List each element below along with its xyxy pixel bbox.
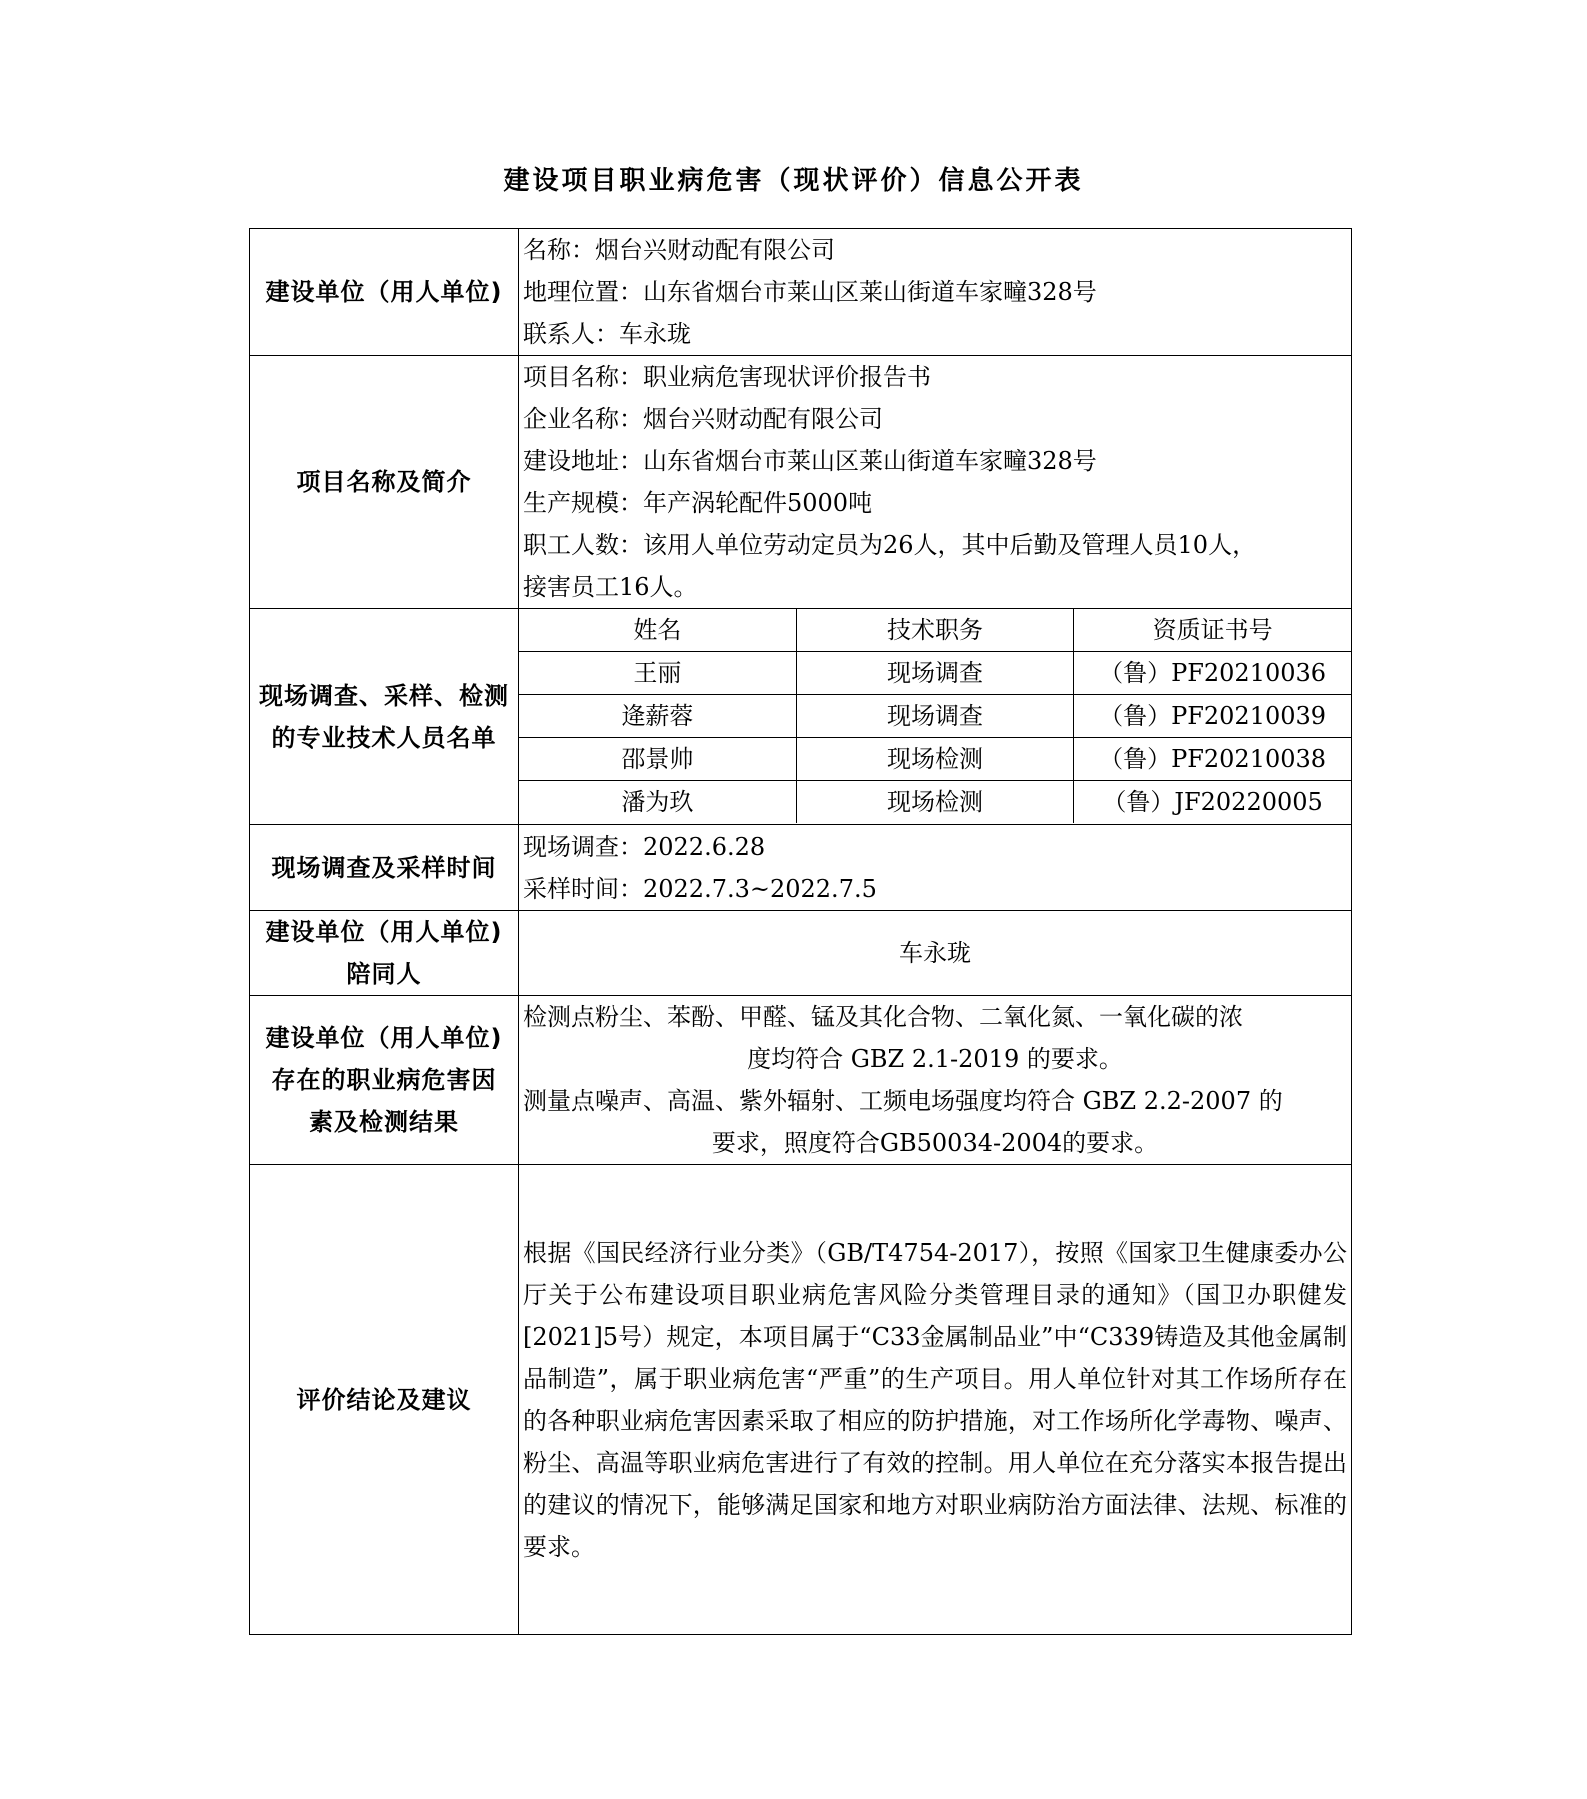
project-info bbox=[519, 356, 1352, 609]
staff-table-cell bbox=[519, 609, 1352, 825]
staff-certificate: （鲁）PF20210039 bbox=[1074, 695, 1351, 738]
table-row bbox=[519, 738, 1351, 781]
staff-certificate: （鲁）JF20220005 bbox=[1074, 781, 1351, 824]
staff-name: 潘为玖 bbox=[519, 781, 796, 824]
label-staff bbox=[250, 609, 519, 825]
build-address-line: 建设地址：山东省烟台市莱山区莱山街道车家疃328号 bbox=[523, 447, 1097, 475]
label-construction-unit: 建设单位（用人单位) bbox=[250, 229, 519, 356]
row-survey-time bbox=[250, 825, 1352, 911]
label-conclusion: 评价结论及建议 bbox=[250, 1165, 519, 1635]
staff-name: 邵景帅 bbox=[519, 738, 796, 781]
noise-result-line-2: 要求，照度符合GB50034-2004的要求。 bbox=[711, 1129, 1159, 1157]
companion-value: 车永珑 bbox=[519, 911, 1352, 996]
staff-title: 现场检测 bbox=[796, 738, 1073, 781]
row-companion bbox=[250, 911, 1352, 996]
label-survey-time: 现场调查及采样时间 bbox=[250, 825, 519, 911]
label-companion-line-2: 陪同人 bbox=[346, 960, 422, 988]
unit-contact-line: 联系人：车永珑 bbox=[523, 320, 691, 348]
noise-result-line: 测量点噪声、高温、紫外辐射、工频电场强度均符合 GBZ 2.2-2007 的 bbox=[523, 1087, 1283, 1115]
conclusion-cell bbox=[519, 1165, 1352, 1635]
table-row bbox=[519, 695, 1351, 738]
staff-table bbox=[519, 609, 1351, 823]
unit-location-line: 地理位置：山东省烟台市莱山区莱山街道车家疃328号 bbox=[523, 278, 1097, 306]
staff-count-line-2: 接害员工16人。 bbox=[523, 573, 698, 601]
label-staff-line-1: 现场调查、采样、检测 bbox=[259, 681, 509, 710]
row-hazards bbox=[250, 996, 1352, 1165]
hazards-results bbox=[519, 996, 1352, 1165]
production-scale-line: 生产规模：年产涡轮配件5000吨 bbox=[523, 489, 873, 517]
survey-date-line: 现场调查：2022.6.28 bbox=[523, 832, 766, 861]
unit-name-line: 名称：烟台兴财动配有限公司 bbox=[523, 236, 835, 264]
label-project: 项目名称及简介 bbox=[250, 356, 519, 609]
page-title: 建设项目职业病危害（现状评价）信息公开表 bbox=[503, 166, 1084, 196]
label-hazards-line-2: 存在的职业病危害因 bbox=[271, 1066, 497, 1094]
table-row bbox=[519, 652, 1351, 695]
label-staff-line-2: 的专业技术人员名单 bbox=[271, 723, 497, 752]
conclusion-text: 根据《国民经济行业分类》（GB/T4754-2017），按照《国家卫生健康委办公厅关于公布建设项目职业病危害风险分类管理目录的通知》（国卫办职健发[2021]5号）规定，本项目属于“C33金属制品业”中“C339铸造及其他金属制品制造”，属于职业病危害“严重”的生产项目。用人单位针对其工作场所存在的各种职业病危害因素采取了相应的防护措施，对工作场所化学毒物、噪声、粉尘、高温等职业病危害进行了有效的控制。用人单位在充分落实本报告提出的建议的情况下，能够满足国家和地方对职业病防治方面法律、法规、标准的要求。 bbox=[523, 1238, 1347, 1561]
header-name: 姓名 bbox=[519, 609, 796, 652]
sampling-date-line: 采样时间：2022.7.3~2022.7.5 bbox=[523, 874, 877, 903]
staff-title: 现场检测 bbox=[796, 781, 1073, 824]
dust-result-line: 检测点粉尘、苯酚、甲醛、锰及其化合物、二氧化氮、一氧化碳的浓 bbox=[523, 1003, 1243, 1031]
label-hazards-line-1: 建设单位（用人单位) bbox=[265, 1024, 503, 1052]
project-name-line: 项目名称：职业病危害现状评价报告书 bbox=[523, 363, 931, 391]
row-staff bbox=[250, 609, 1352, 825]
staff-count-line: 职工人数：该用人单位劳动定员为26人，其中后勤及管理人员10人， bbox=[523, 531, 1257, 559]
label-companion bbox=[250, 911, 519, 996]
staff-certificate: （鲁）PF20210038 bbox=[1074, 738, 1351, 781]
survey-time-info bbox=[519, 825, 1352, 911]
table-row bbox=[519, 781, 1351, 824]
staff-title: 现场调查 bbox=[796, 695, 1073, 738]
enterprise-name-line: 企业名称：烟台兴财动配有限公司 bbox=[523, 405, 883, 433]
label-hazards-line-3: 素及检测结果 bbox=[309, 1108, 459, 1136]
staff-title: 现场调查 bbox=[796, 652, 1073, 695]
header-title: 技术职务 bbox=[796, 609, 1073, 652]
row-project bbox=[250, 356, 1352, 609]
disclosure-table bbox=[249, 228, 1352, 1635]
header-certificate: 资质证书号 bbox=[1074, 609, 1351, 652]
staff-header-row bbox=[519, 609, 1351, 652]
staff-name: 逄薪蓉 bbox=[519, 695, 796, 738]
staff-certificate: （鲁）PF20210036 bbox=[1074, 652, 1351, 695]
label-hazards bbox=[250, 996, 519, 1165]
staff-name: 王丽 bbox=[519, 652, 796, 695]
label-companion-line-1: 建设单位（用人单位) bbox=[265, 918, 503, 946]
row-conclusion bbox=[250, 1165, 1352, 1635]
construction-unit-info bbox=[519, 229, 1352, 356]
row-construction-unit bbox=[250, 229, 1352, 356]
dust-result-line-2: 度均符合 GBZ 2.1-2019 的要求。 bbox=[747, 1045, 1123, 1073]
